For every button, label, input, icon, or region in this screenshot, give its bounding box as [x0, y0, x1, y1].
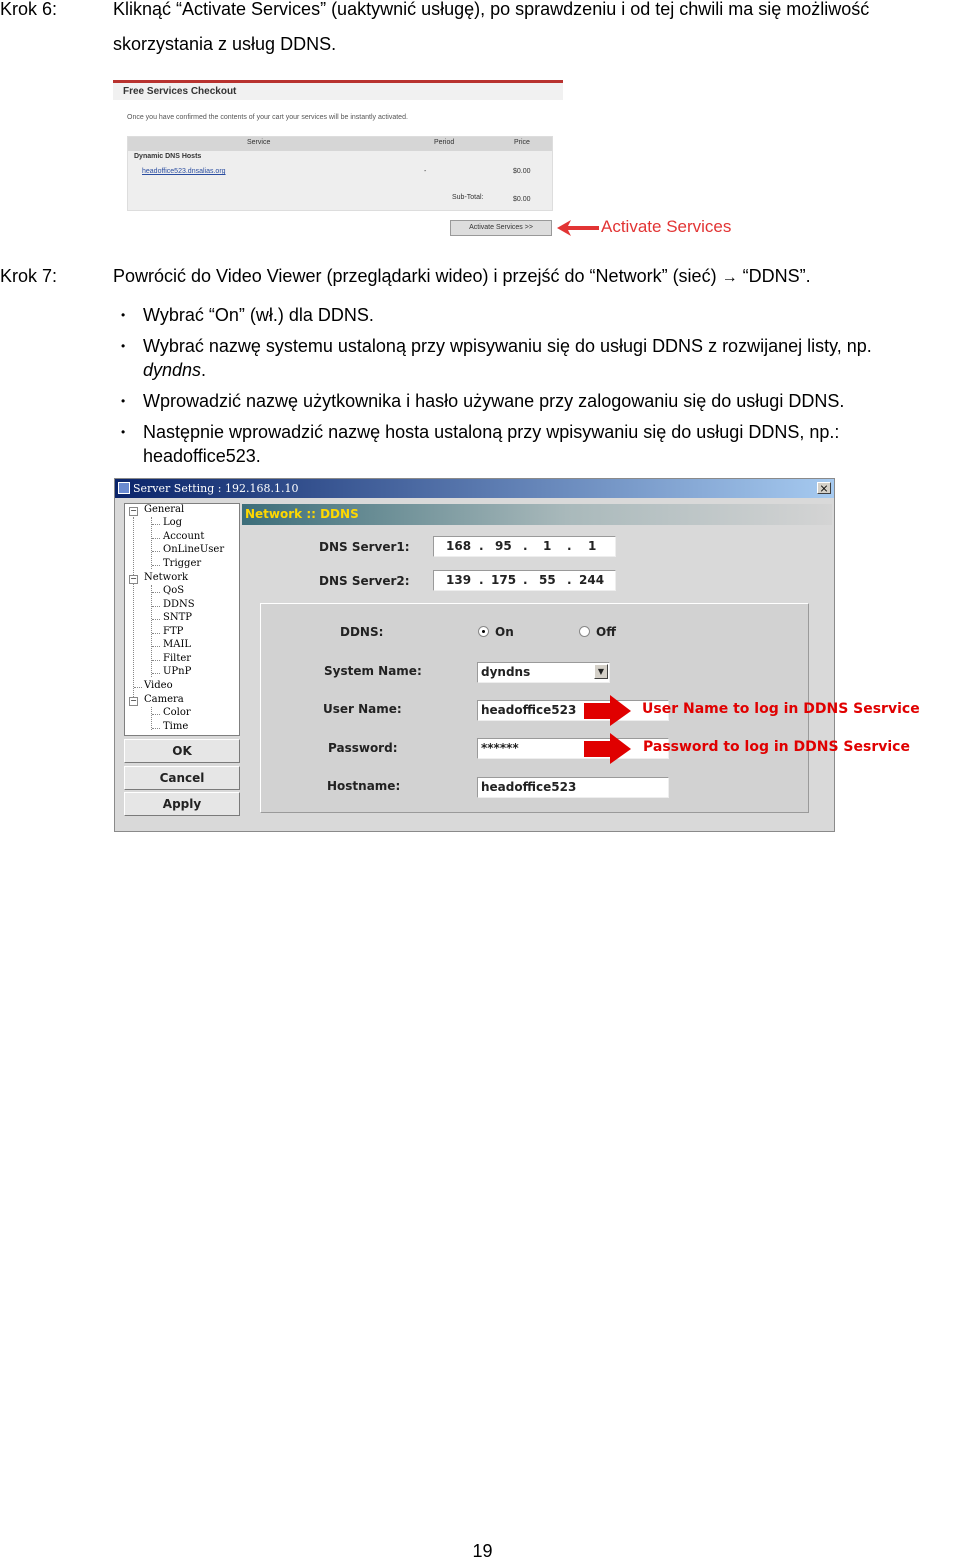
- checkout-title: Free Services Checkout: [113, 80, 563, 100]
- col-price: Price: [514, 139, 530, 146]
- step7-text: [113, 259, 811, 295]
- dns-server2-input[interactable]: 139 . 175 . 55 . 244: [433, 570, 616, 591]
- ddns-on-radio[interactable]: [478, 626, 489, 637]
- bullet-3: • Wprowadzić nazwę użytkownika i hasło używane przy zalogowaniu się do usługi DDNS.: [121, 391, 845, 411]
- close-button[interactable]: ×: [817, 482, 831, 494]
- tree-log[interactable]: Log: [163, 517, 183, 528]
- dns-server1-input[interactable]: 168 . 95 . 1 . 1: [433, 536, 616, 557]
- chevron-down-icon[interactable]: ▼: [594, 664, 608, 679]
- tree-ddns[interactable]: DDNS: [163, 599, 195, 610]
- bullet-2-text: Wybrać nazwę systemu ustaloną przy wpisywaniu się do usługi DDNS z rozwijanej listy, np.: [143, 336, 872, 356]
- password-input[interactable]: ******: [477, 738, 669, 759]
- bullet-1-text: Wybrać “On” (wł.) dla DDNS.: [143, 305, 374, 325]
- dns-server1-label: DNS Server1:: [319, 540, 410, 554]
- system-name-label: System Name:: [324, 664, 422, 678]
- row-group: Dynamic DNS Hosts: [134, 153, 202, 160]
- checkout-table: [127, 136, 553, 211]
- checkout-screenshot: [113, 80, 565, 240]
- subtotal-value: $0.00: [513, 196, 531, 203]
- red-arrow-icon: [557, 219, 599, 237]
- tree-general[interactable]: General: [144, 504, 185, 515]
- red-arrow-icon: [584, 733, 632, 765]
- user-name-label: User Name:: [323, 702, 402, 716]
- tree-color[interactable]: Color: [163, 707, 191, 718]
- user-name-input[interactable]: headoffice523: [477, 700, 669, 721]
- step6-text-line1: Kliknąć “Activate Services” (uaktywnić usługę), po sprawdzeniu i od tej chwili ma się możliwość: [113, 0, 870, 19]
- window-titlebar: [115, 479, 834, 498]
- subtotal-label: Sub-Total:: [452, 194, 484, 201]
- page-number: 19: [472, 1541, 493, 1561]
- tree-upnp[interactable]: UPnP: [163, 666, 192, 677]
- step7-text-after: “DDNS”.: [742, 266, 811, 286]
- tree-mail[interactable]: MAIL: [163, 639, 192, 650]
- ddns-on-label: On: [495, 625, 514, 639]
- hostname-input[interactable]: headoffice523: [477, 777, 669, 798]
- dns-server2-label: DNS Server2:: [319, 574, 410, 588]
- tree-sntp[interactable]: SNTP: [163, 612, 192, 623]
- tree-trigger[interactable]: Trigger: [163, 558, 202, 569]
- step7-label: Krok 7:: [0, 266, 58, 286]
- tree-onlineuser[interactable]: OnLineUser: [163, 544, 225, 555]
- step7-text-before: Powrócić do Video Viewer (przeglądarki wideo) i przejść do “Network” (sieć): [113, 266, 717, 286]
- bullet-3-text: Wprowadzić nazwę użytkownika i hasło używane przy zalogowaniu się do usługi DDNS.: [143, 391, 845, 411]
- activate-services-button[interactable]: Activate Services >>: [450, 220, 552, 236]
- tree-ftp[interactable]: FTP: [163, 626, 184, 637]
- ddns-label: DDNS:: [340, 625, 384, 639]
- checkout-info: Once you have confirmed the contents of your cart your services will be instantly activated.: [127, 114, 408, 121]
- window-title: Server Setting : 192.168.1.10: [133, 482, 299, 495]
- server-setting-window: [114, 478, 835, 832]
- settings-tree: − General Log Account OnLineUser Trigger − Network QoS DDNS SNTP FTP MAIL Filter UPnP Video − Camera Color Time: [124, 503, 240, 736]
- app-icon: [118, 482, 130, 494]
- user-name-note: User Name to log in DDNS Sesrvice: [642, 701, 920, 717]
- bullet-2: • Wybrać nazwę systemu ustaloną przy wpisywaniu się do usługi DDNS z rozwijanej listy, np. dyndns.: [121, 336, 872, 380]
- tree-video[interactable]: Video: [144, 680, 173, 691]
- password-note: Password to log in DDNS Sesrvice: [643, 739, 910, 755]
- tree-filter[interactable]: Filter: [163, 653, 192, 664]
- hostname-label: Hostname:: [327, 779, 401, 793]
- tree-network[interactable]: Network: [144, 572, 189, 583]
- bullet-2-italic: dyndns: [143, 360, 202, 380]
- col-period: Period: [434, 139, 455, 146]
- ok-button[interactable]: OK: [124, 739, 240, 763]
- row-period: -: [424, 168, 427, 175]
- bullet-1: • Wybrać “On” (wł.) dla DDNS.: [121, 305, 374, 325]
- ddns-off-label: Off: [596, 625, 616, 639]
- bullet-2-end: .: [201, 360, 207, 380]
- tree-time[interactable]: Time: [163, 721, 189, 732]
- system-name-select[interactable]: dyndns ▼: [477, 662, 610, 683]
- bullet-4: • Następnie wprowadzić nazwę hosta ustaloną przy wpisywaniu się do usługi DDNS, np.: headoffice523.: [121, 422, 840, 466]
- activate-services-callout: Activate Services: [601, 217, 732, 236]
- bullet-4-line2: headoffice523.: [143, 446, 261, 466]
- row-host-link[interactable]: headoffice523.dnsalias.org: [142, 168, 226, 175]
- right-arrow-icon: →: [721, 269, 738, 286]
- cancel-button[interactable]: Cancel: [124, 766, 240, 790]
- step6-label: Krok 6:: [0, 0, 58, 19]
- tree-qos[interactable]: QoS: [163, 585, 185, 596]
- step6-text-line2: skorzystania z usług DDNS.: [113, 34, 337, 54]
- panel-title: Network :: DDNS: [242, 504, 832, 525]
- password-label: Password:: [328, 741, 398, 755]
- col-service: Service: [247, 139, 271, 146]
- tree-account[interactable]: Account: [163, 531, 205, 542]
- ddns-off-radio[interactable]: [579, 626, 590, 637]
- tree-camera[interactable]: Camera: [144, 694, 184, 705]
- bullet-4-line1: Następnie wprowadzić nazwę hosta ustaloną przy wpisywaniu się do usługi DDNS, np.:: [143, 422, 840, 442]
- row-price: $0.00: [513, 168, 531, 175]
- apply-button[interactable]: Apply: [124, 792, 240, 816]
- red-arrow-icon: [584, 695, 632, 727]
